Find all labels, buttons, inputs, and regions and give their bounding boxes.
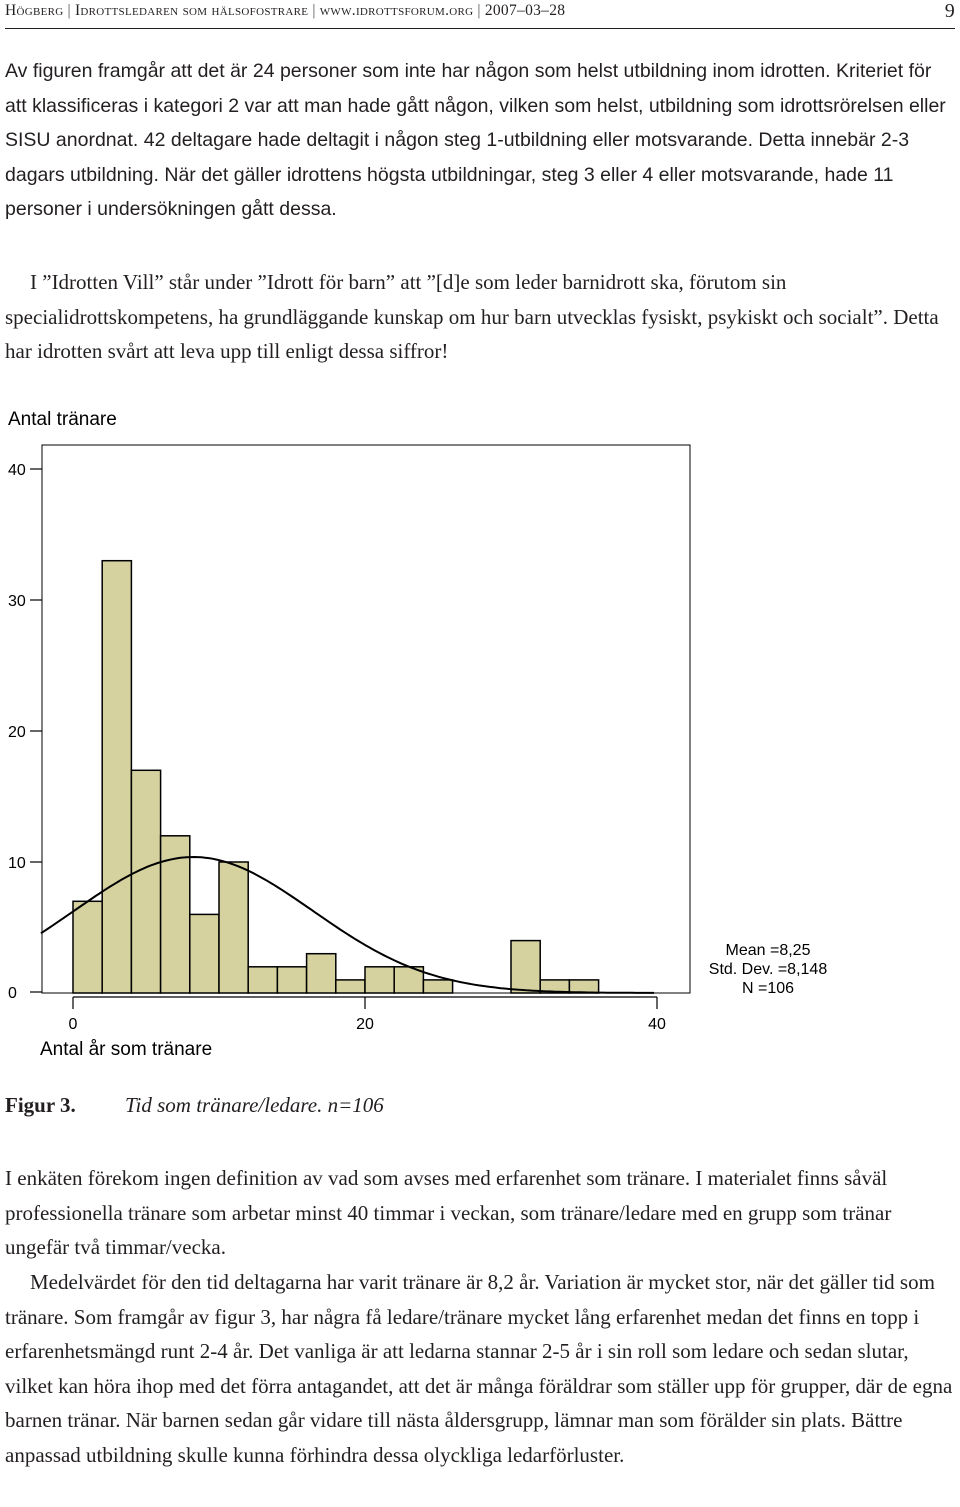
figure-caption (5, 1093, 384, 1118)
stats-line: Mean =8,25 (725, 942, 811, 959)
y-tick-label: 40 (8, 462, 26, 479)
histogram-bar (102, 561, 131, 993)
histogram-bar (569, 980, 598, 993)
histogram-bar (307, 954, 336, 993)
x-tick-label: 40 (648, 1016, 666, 1033)
running-header (5, 0, 955, 26)
header-author: Högberg (5, 2, 64, 19)
header-title: Idrottsledaren som hälsofostrare (74, 2, 309, 19)
x-tick-label: 0 (68, 1016, 78, 1033)
body-paragraph-quote: I ”Idrotten Vill” står under ”Idrott för barn” att ”[d]e som leder barnidrott ska, förutom sin specialidrottskompetens, ha grundläggande kunskap om hur barn utvecklas fysiskt, psykiskt och socialt”. Detta har idrotten svårt att leva upp till enligt dessa siffror! (5, 270, 939, 363)
histogram-chart (0, 395, 960, 1075)
histogram-bar (219, 862, 248, 993)
histogram-bar (423, 980, 452, 993)
histogram-bar (511, 941, 540, 993)
histogram-bar (365, 967, 394, 993)
histogram-bar (248, 967, 277, 993)
histogram-bar (277, 967, 306, 993)
histogram-bar (190, 914, 219, 993)
stats-line: Std. Dev. =8,148 (708, 961, 828, 978)
figure-title: Tid som tränare/ledare. n=106 (125, 1093, 384, 1117)
body-paragraph-3: I enkäten förekom ingen definition av vad som avses med erfarenhet som tränare. I materialet finns såväl professionella tränare som arbetar minst 40 timmar i veckan, som tränare/ledare med en grupp som tränar ungefär två timmar/vecka. (5, 1166, 892, 1259)
header-date: 2007–03–28 (484, 2, 566, 19)
y-tick-label: 20 (8, 724, 26, 741)
stats-line: N =106 (741, 980, 795, 997)
histogram-bar (336, 980, 365, 993)
x-axis-label: Antal år som tränare (40, 1039, 213, 1060)
body-paragraph-4: Medelvärdet för den tid deltagarna har varit tränare är 8,2 år. Variation är mycket stor, när det gäller tid som tränare. Som framgår av figur 3, har några få ledare/tränare mycket lång erfarenhet medan det finns en topp i erfarenhetsmängd runt 2-4 år. Det vanliga är att ledarna stannar 2-5 år i sin roll som ledare och sedan slutar, vilket kan höra ihop med det förra antagandet, att det är många föräldrar som ställer upp för grupper, där de egna barnen tränar. När barnen sedan går vidare till nästa åldersgrupp, lämnar man som förälder sin plats. Bättre anpassad utbildning skulle kunna förhindra dessa olyckliga ledarförluster. (5, 1270, 953, 1467)
y-tick-label: 0 (8, 985, 17, 1002)
y-tick-label: 10 (8, 855, 26, 872)
body-paragraph-intro: Av figuren framgår att det är 24 personer som inte har någon som helst utbildning inom idrotten. Kriteriet för att klassificeras i kategori 2 var att man hade gått någon, vilken som helst, utbildning som idrottsrörelsen eller SISU anordnat. 42 deltagare hade deltagit i någon steg 1-utbildning eller motsvarande. Detta innebär 2-3 dagars utbildning. När det gäller idrottens högsta utbildningar, steg 3 eller 4 eller motsvarande, hade 11 personer i undersökningen gått dessa. (5, 60, 946, 220)
header-divider (5, 28, 955, 29)
histogram-bar (131, 770, 160, 993)
x-tick-label: 20 (356, 1016, 374, 1033)
y-tick-label: 30 (8, 593, 26, 610)
page-number: 9 (944, 0, 955, 22)
y-axis-label: Antal tränare (8, 409, 117, 430)
header-website: www.idrottsforum.org (319, 2, 474, 19)
figure-label: Figur 3. (5, 1093, 76, 1117)
running-head-text: Högberg | Idrottsledaren som hälsofostrare | www.idrottsforum.org | 2007–03–28 (5, 2, 566, 19)
histogram-bar (73, 901, 102, 993)
